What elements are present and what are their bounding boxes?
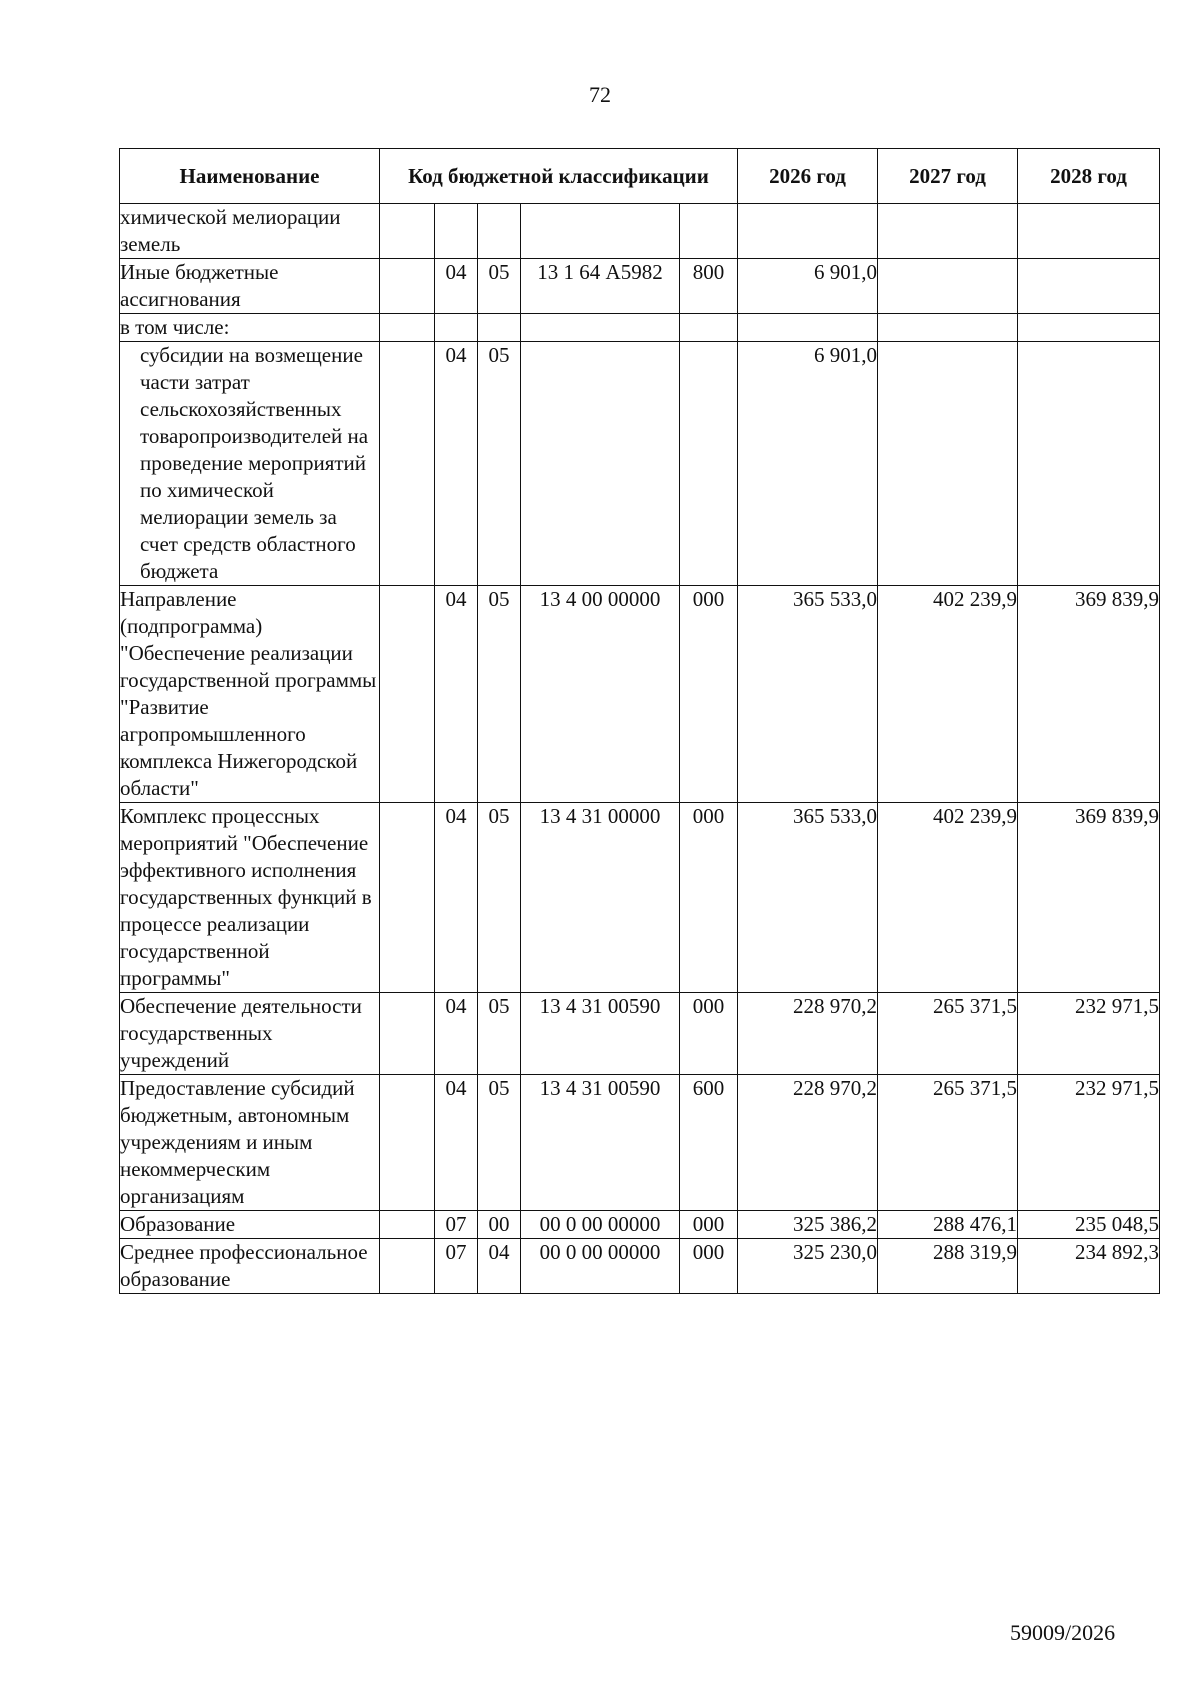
row-2026: 6 901,0 [738,259,878,314]
table-row [120,342,1160,586]
row-name: химической мелиорации земель [120,204,380,259]
row-expense-type: 600 [680,1075,738,1211]
row-name: Обеспечение деятельности государственных учреждений [120,993,380,1075]
row-2028 [1018,314,1160,342]
row-blank [380,586,435,803]
row-section: 07 [435,1211,478,1239]
table-row [120,1075,1160,1211]
row-expense-type: 000 [680,993,738,1075]
row-section: 04 [435,1075,478,1211]
row-2027: 265 371,5 [878,1075,1018,1211]
row-2028: 369 839,9 [1018,586,1160,803]
row-name: Направление (подпрограмма) "Обеспечение реализации государственной программы "Развитие агропромышленного комплекса Нижегородской области" [120,586,380,803]
page-number: 72 [589,82,611,107]
row-2028: 369 839,9 [1018,803,1160,993]
row-section [435,314,478,342]
table-row [120,204,1160,259]
row-section: 04 [435,586,478,803]
row-2028: 232 971,5 [1018,993,1160,1075]
row-2028: 235 048,5 [1018,1211,1160,1239]
table-header-row [120,149,1160,204]
row-2028: 232 971,5 [1018,1075,1160,1211]
row-expense-type: 000 [680,1211,738,1239]
row-target-code [521,314,680,342]
row-target-code: 13 1 64 А5982 [521,259,680,314]
row-2026: 365 533,0 [738,803,878,993]
row-target-code: 13 4 00 00000 [521,586,680,803]
table-row [120,259,1160,314]
row-target-code: 00 0 00 00000 [521,1211,680,1239]
row-2026: 228 970,2 [738,1075,878,1211]
row-target-code [521,204,680,259]
row-name: субсидии на возмещение части затрат сельскохозяйственных товаропроизводителей на проведение мероприятий по химической мелиорации земель за счет средств областного бюджета [120,342,380,586]
row-2027: 288 476,1 [878,1211,1018,1239]
row-blank [380,204,435,259]
row-expense-type: 800 [680,259,738,314]
row-section: 04 [435,259,478,314]
row-section: 04 [435,803,478,993]
document-number: 59009/2026 [1010,1620,1116,1645]
row-blank [380,1075,435,1211]
row-expense-type [680,314,738,342]
row-section [435,204,478,259]
row-blank [380,314,435,342]
row-name: Среднее профессиональное образование [120,1239,380,1294]
row-subsection [478,314,521,342]
row-blank [380,259,435,314]
row-2028 [1018,342,1160,586]
row-subsection: 05 [478,259,521,314]
row-section: 04 [435,342,478,586]
header-code: Код бюджетной классификации [380,149,738,204]
row-name: Образование [120,1211,380,1239]
row-2027 [878,204,1018,259]
table-row [120,314,1160,342]
row-2027: 402 239,9 [878,803,1018,993]
row-2027: 288 319,9 [878,1239,1018,1294]
row-blank [380,1239,435,1294]
row-2027 [878,259,1018,314]
row-target-code [521,342,680,586]
table-row [120,586,1160,803]
row-2026 [738,314,878,342]
row-2026: 325 230,0 [738,1239,878,1294]
row-expense-type [680,342,738,586]
row-subsection: 05 [478,586,521,803]
row-2027: 402 239,9 [878,586,1018,803]
row-2026: 6 901,0 [738,342,878,586]
row-name: Предоставление субсидий бюджетным, автономным учреждениям и иным некоммерческим организациям [120,1075,380,1211]
row-2026 [738,204,878,259]
header-name: Наименование [120,149,380,204]
row-2026: 228 970,2 [738,993,878,1075]
row-2028: 234 892,3 [1018,1239,1160,1294]
row-subsection: 05 [478,803,521,993]
row-name: в том числе: [120,314,380,342]
row-blank [380,993,435,1075]
row-expense-type [680,204,738,259]
row-2026: 365 533,0 [738,586,878,803]
row-subsection: 00 [478,1211,521,1239]
budget-table [119,148,1160,1294]
row-subsection: 05 [478,1075,521,1211]
row-2027: 265 371,5 [878,993,1018,1075]
table-row [120,1239,1160,1294]
row-2027 [878,342,1018,586]
header-2026: 2026 год [738,149,878,204]
row-blank [380,342,435,586]
row-subsection: 05 [478,993,521,1075]
row-name: Иные бюджетные ассигнования [120,259,380,314]
row-section: 07 [435,1239,478,1294]
header-2027: 2027 год [878,149,1018,204]
row-name: Комплекс процессных мероприятий "Обеспечение эффективного исполнения государственных функций в процессе реализации государственной программы" [120,803,380,993]
row-2028 [1018,204,1160,259]
row-subsection [478,204,521,259]
row-target-code: 13 4 31 00590 [521,1075,680,1211]
row-section: 04 [435,993,478,1075]
row-subsection: 04 [478,1239,521,1294]
row-subsection: 05 [478,342,521,586]
header-2028: 2028 год [1018,149,1160,204]
row-blank [380,803,435,993]
table-row [120,1211,1160,1239]
row-target-code: 13 4 31 00590 [521,993,680,1075]
row-expense-type: 000 [680,1239,738,1294]
row-expense-type: 000 [680,586,738,803]
table-row [120,803,1160,993]
row-target-code: 00 0 00 00000 [521,1239,680,1294]
row-2026: 325 386,2 [738,1211,878,1239]
row-blank [380,1211,435,1239]
row-target-code: 13 4 31 00000 [521,803,680,993]
row-2027 [878,314,1018,342]
table-row [120,993,1160,1075]
row-2028 [1018,259,1160,314]
row-expense-type: 000 [680,803,738,993]
